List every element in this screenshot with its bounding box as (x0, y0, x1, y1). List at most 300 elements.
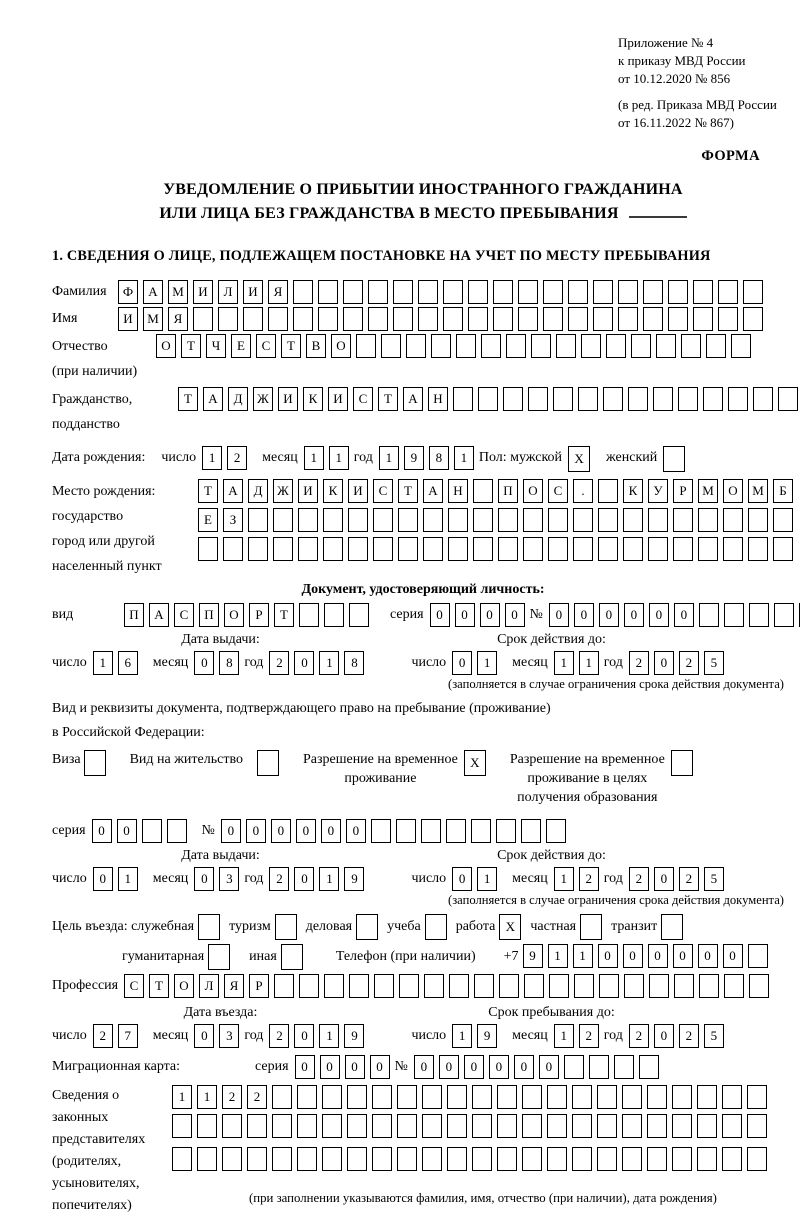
surname-cell[interactable] (718, 280, 738, 304)
birthplace-cell[interactable] (673, 537, 693, 561)
birthplace-cell[interactable]: Ж (273, 479, 293, 503)
birthplace-cell[interactable]: З (223, 508, 243, 532)
doc2-number-cell[interactable] (471, 819, 491, 843)
representative-cell[interactable] (372, 1147, 392, 1171)
representative-cell[interactable]: 1 (197, 1085, 217, 1109)
citizenship-cell[interactable]: Д (228, 387, 248, 411)
representative-cell[interactable] (697, 1085, 717, 1109)
surname-cell[interactable] (618, 280, 638, 304)
date-cell[interactable]: 2 (269, 651, 289, 675)
representative-cell[interactable] (297, 1085, 317, 1109)
birthplace-cell[interactable] (648, 537, 668, 561)
date-cell[interactable]: 5 (704, 651, 724, 675)
purpose-tourism-checkbox[interactable] (275, 914, 297, 940)
doc-number-cell[interactable] (699, 603, 719, 627)
citizenship-cell[interactable]: К (303, 387, 323, 411)
representative-cell[interactable] (247, 1114, 267, 1138)
mc-number-cell[interactable]: 0 (514, 1055, 534, 1079)
birthplace-cell[interactable] (548, 537, 568, 561)
mc-number-cell[interactable]: 0 (464, 1055, 484, 1079)
phone-cell[interactable]: 0 (698, 944, 718, 968)
date-cell[interactable]: 2 (629, 1024, 649, 1048)
surname-cell[interactable] (343, 280, 363, 304)
representative-cell[interactable] (672, 1114, 692, 1138)
date-cell[interactable]: 2 (679, 1024, 699, 1048)
date-cell[interactable]: 8 (219, 651, 239, 675)
representative-cell[interactable] (697, 1114, 717, 1138)
date-cell[interactable]: 9 (477, 1024, 497, 1048)
representative-cell[interactable] (247, 1147, 267, 1171)
doc-number-cell[interactable] (724, 603, 744, 627)
representative-cell[interactable] (422, 1147, 442, 1171)
birthplace-cell[interactable] (223, 537, 243, 561)
doc-number-cell[interactable]: 0 (624, 603, 644, 627)
citizenship-cell[interactable] (578, 387, 598, 411)
profession-cell[interactable] (599, 974, 619, 998)
firstname-cell[interactable] (443, 307, 463, 331)
date-cell[interactable]: 6 (118, 651, 138, 675)
mc-series-cell[interactable]: 0 (295, 1055, 315, 1079)
mc-number-cell[interactable] (564, 1055, 584, 1079)
mc-series-cell[interactable]: 0 (345, 1055, 365, 1079)
patronymic-cell[interactable]: В (306, 334, 326, 358)
birthplace-cell[interactable] (498, 508, 518, 532)
phone-cell[interactable]: 0 (598, 944, 618, 968)
birthplace-cell[interactable] (623, 508, 643, 532)
birthplace-cell[interactable] (348, 508, 368, 532)
date-cell[interactable]: 9 (344, 1024, 364, 1048)
doc-number-cell[interactable]: 0 (549, 603, 569, 627)
birthplace-cell[interactable] (423, 508, 443, 532)
representative-cell[interactable] (347, 1114, 367, 1138)
doc-series-cell[interactable]: 0 (480, 603, 500, 627)
date-cell[interactable]: 0 (194, 651, 214, 675)
birthplace-cell[interactable] (248, 508, 268, 532)
profession-cell[interactable] (274, 974, 294, 998)
doc-number-cell[interactable] (749, 603, 769, 627)
doc-kind-cell[interactable] (324, 603, 344, 627)
birthplace-cell[interactable]: А (423, 479, 443, 503)
birthplace-cell[interactable] (673, 508, 693, 532)
representative-cell[interactable] (722, 1114, 742, 1138)
patronymic-cell[interactable] (581, 334, 601, 358)
representative-cell[interactable] (372, 1114, 392, 1138)
birth-year-cell[interactable]: 9 (404, 446, 424, 470)
profession-cell[interactable] (299, 974, 319, 998)
representative-cell[interactable] (572, 1114, 592, 1138)
date-cell[interactable]: 0 (452, 651, 472, 675)
birthplace-cell[interactable]: К (323, 479, 343, 503)
date-cell[interactable]: 0 (294, 1024, 314, 1048)
doc2-number-cell[interactable] (546, 819, 566, 843)
doc2-number-cell[interactable]: 0 (296, 819, 316, 843)
birthplace-cell[interactable] (323, 537, 343, 561)
representative-cell[interactable] (397, 1114, 417, 1138)
birthplace-cell[interactable]: . (573, 479, 593, 503)
representative-cell[interactable] (447, 1147, 467, 1171)
doc2-series-cell[interactable] (142, 819, 162, 843)
doc-number-cell[interactable]: 0 (674, 603, 694, 627)
patronymic-cell[interactable] (656, 334, 676, 358)
profession-cell[interactable]: Р (249, 974, 269, 998)
date-cell[interactable]: 0 (294, 651, 314, 675)
birthplace-cell[interactable]: Е (198, 508, 218, 532)
birth-day-cell[interactable]: 2 (227, 446, 247, 470)
date-cell[interactable]: 0 (294, 867, 314, 891)
date-cell[interactable]: 5 (704, 867, 724, 891)
birthplace-cell[interactable] (598, 508, 618, 532)
profession-cell[interactable] (624, 974, 644, 998)
representative-cell[interactable] (297, 1114, 317, 1138)
representative-cell[interactable] (222, 1114, 242, 1138)
birthplace-cell[interactable] (598, 537, 618, 561)
birthplace-cell[interactable]: И (298, 479, 318, 503)
representative-cell[interactable] (547, 1147, 567, 1171)
doc-number-cell[interactable]: 0 (574, 603, 594, 627)
patronymic-cell[interactable]: О (156, 334, 176, 358)
birthplace-cell[interactable] (523, 537, 543, 561)
date-cell[interactable]: 5 (704, 1024, 724, 1048)
profession-cell[interactable]: Л (199, 974, 219, 998)
representative-cell[interactable] (622, 1085, 642, 1109)
representative-cell[interactable] (647, 1085, 667, 1109)
birthplace-cell[interactable] (448, 508, 468, 532)
date-cell[interactable]: 2 (579, 867, 599, 891)
birth-year-cell[interactable]: 1 (454, 446, 474, 470)
citizenship-cell[interactable] (603, 387, 623, 411)
birthplace-cell[interactable] (298, 508, 318, 532)
patronymic-cell[interactable] (431, 334, 451, 358)
doc-number-cell[interactable]: 0 (599, 603, 619, 627)
representative-cell[interactable] (347, 1147, 367, 1171)
doc-kind-cell[interactable]: П (199, 603, 219, 627)
mc-number-cell[interactable] (589, 1055, 609, 1079)
profession-cell[interactable] (724, 974, 744, 998)
birthplace-cell[interactable] (723, 537, 743, 561)
patronymic-cell[interactable] (731, 334, 751, 358)
birthplace-cell[interactable] (198, 537, 218, 561)
firstname-cell[interactable] (568, 307, 588, 331)
representative-cell[interactable] (597, 1085, 617, 1109)
doc2-number-cell[interactable] (371, 819, 391, 843)
birthplace-cell[interactable] (548, 508, 568, 532)
birthplace-cell[interactable] (698, 537, 718, 561)
patronymic-cell[interactable]: Е (231, 334, 251, 358)
birthplace-cell[interactable] (748, 508, 768, 532)
patronymic-cell[interactable] (506, 334, 526, 358)
mc-number-cell[interactable] (639, 1055, 659, 1079)
birthplace-cell[interactable] (473, 479, 493, 503)
mc-number-cell[interactable]: 0 (439, 1055, 459, 1079)
birthplace-cell[interactable] (598, 479, 618, 503)
birth-month-cell[interactable]: 1 (329, 446, 349, 470)
representative-cell[interactable] (672, 1147, 692, 1171)
birthplace-cell[interactable] (373, 537, 393, 561)
representative-cell[interactable] (472, 1085, 492, 1109)
doc-series-cell[interactable]: 0 (455, 603, 475, 627)
residence-permit-checkbox[interactable] (257, 750, 279, 776)
representative-cell[interactable] (497, 1085, 517, 1109)
purpose-humanitarian-checkbox[interactable] (208, 944, 230, 970)
doc2-number-cell[interactable] (446, 819, 466, 843)
profession-cell[interactable] (474, 974, 494, 998)
date-cell[interactable]: 3 (219, 867, 239, 891)
patronymic-cell[interactable] (556, 334, 576, 358)
doc-series-cell[interactable]: 0 (430, 603, 450, 627)
citizenship-cell[interactable] (653, 387, 673, 411)
birthplace-cell[interactable]: И (348, 479, 368, 503)
date-cell[interactable]: 8 (344, 651, 364, 675)
phone-cell[interactable]: 0 (648, 944, 668, 968)
birthplace-cell[interactable]: С (373, 479, 393, 503)
date-cell[interactable]: 9 (344, 867, 364, 891)
profession-cell[interactable] (349, 974, 369, 998)
representative-cell[interactable] (422, 1114, 442, 1138)
firstname-cell[interactable] (468, 307, 488, 331)
patronymic-cell[interactable] (481, 334, 501, 358)
patronymic-cell[interactable]: О (331, 334, 351, 358)
birth-month-cell[interactable]: 1 (304, 446, 324, 470)
representative-cell[interactable] (197, 1147, 217, 1171)
patronymic-cell[interactable]: Ч (206, 334, 226, 358)
representative-cell[interactable] (597, 1114, 617, 1138)
doc2-series-cell[interactable]: 0 (92, 819, 112, 843)
doc-kind-cell[interactable]: О (224, 603, 244, 627)
doc-kind-cell[interactable]: Р (249, 603, 269, 627)
date-cell[interactable]: 1 (118, 867, 138, 891)
citizenship-cell[interactable]: А (203, 387, 223, 411)
representative-cell[interactable] (497, 1114, 517, 1138)
representative-cell[interactable]: 1 (172, 1085, 192, 1109)
date-cell[interactable]: 2 (269, 1024, 289, 1048)
date-cell[interactable]: 1 (554, 651, 574, 675)
representative-cell[interactable] (472, 1147, 492, 1171)
birthplace-cell[interactable] (648, 508, 668, 532)
doc2-number-cell[interactable]: 0 (271, 819, 291, 843)
birthplace-cell[interactable] (448, 537, 468, 561)
representative-cell[interactable] (522, 1114, 542, 1138)
birthplace-cell[interactable]: Д (248, 479, 268, 503)
citizenship-cell[interactable]: Т (178, 387, 198, 411)
doc-kind-cell[interactable]: А (149, 603, 169, 627)
patronymic-cell[interactable]: Т (281, 334, 301, 358)
phone-cell[interactable] (748, 944, 768, 968)
date-cell[interactable]: 0 (654, 651, 674, 675)
patronymic-cell[interactable] (681, 334, 701, 358)
date-cell[interactable]: 0 (194, 1024, 214, 1048)
representative-cell[interactable] (322, 1085, 342, 1109)
birthplace-cell[interactable]: К (623, 479, 643, 503)
birthplace-cell[interactable] (273, 537, 293, 561)
birthplace-cell[interactable] (723, 508, 743, 532)
birthplace-cell[interactable]: Р (673, 479, 693, 503)
doc-kind-cell[interactable] (299, 603, 319, 627)
doc2-number-cell[interactable] (421, 819, 441, 843)
citizenship-cell[interactable]: И (328, 387, 348, 411)
doc-kind-cell[interactable] (349, 603, 369, 627)
surname-cell[interactable] (418, 280, 438, 304)
profession-cell[interactable]: Т (149, 974, 169, 998)
surname-cell[interactable]: А (143, 280, 163, 304)
firstname-cell[interactable] (418, 307, 438, 331)
doc-series-cell[interactable]: 0 (505, 603, 525, 627)
citizenship-cell[interactable] (728, 387, 748, 411)
date-cell[interactable]: 0 (194, 867, 214, 891)
phone-cell[interactable]: 9 (523, 944, 543, 968)
date-cell[interactable]: 7 (118, 1024, 138, 1048)
representative-cell[interactable] (622, 1147, 642, 1171)
birthplace-cell[interactable] (498, 537, 518, 561)
phone-cell[interactable]: 0 (723, 944, 743, 968)
representative-cell[interactable] (397, 1147, 417, 1171)
surname-cell[interactable]: И (243, 280, 263, 304)
birthplace-cell[interactable] (423, 537, 443, 561)
surname-cell[interactable] (368, 280, 388, 304)
citizenship-cell[interactable] (528, 387, 548, 411)
representative-cell[interactable] (622, 1114, 642, 1138)
citizenship-cell[interactable]: А (403, 387, 423, 411)
profession-cell[interactable] (324, 974, 344, 998)
representative-cell[interactable] (422, 1085, 442, 1109)
firstname-cell[interactable] (393, 307, 413, 331)
citizenship-cell[interactable] (503, 387, 523, 411)
birthplace-cell[interactable]: О (723, 479, 743, 503)
birthplace-cell[interactable] (773, 537, 793, 561)
profession-cell[interactable] (399, 974, 419, 998)
profession-cell[interactable] (424, 974, 444, 998)
firstname-cell[interactable] (368, 307, 388, 331)
birthplace-cell[interactable]: А (223, 479, 243, 503)
patronymic-cell[interactable] (456, 334, 476, 358)
firstname-cell[interactable] (218, 307, 238, 331)
profession-cell[interactable] (674, 974, 694, 998)
surname-cell[interactable]: Л (218, 280, 238, 304)
surname-cell[interactable]: Я (268, 280, 288, 304)
doc-number-cell[interactable] (774, 603, 794, 627)
date-cell[interactable]: 0 (654, 867, 674, 891)
birthplace-cell[interactable] (473, 537, 493, 561)
purpose-official-checkbox[interactable] (198, 914, 220, 940)
surname-cell[interactable] (543, 280, 563, 304)
doc2-number-cell[interactable]: 0 (321, 819, 341, 843)
citizenship-cell[interactable]: Т (378, 387, 398, 411)
purpose-work-checkbox[interactable]: X (499, 914, 521, 940)
citizenship-cell[interactable]: Н (428, 387, 448, 411)
representative-cell[interactable] (747, 1147, 767, 1171)
firstname-cell[interactable] (718, 307, 738, 331)
date-cell[interactable]: 1 (554, 867, 574, 891)
birthplace-cell[interactable] (523, 508, 543, 532)
doc-number-cell[interactable]: 0 (649, 603, 669, 627)
representative-cell[interactable] (447, 1085, 467, 1109)
surname-cell[interactable] (293, 280, 313, 304)
date-cell[interactable]: 0 (93, 867, 113, 891)
doc2-series-cell[interactable] (167, 819, 187, 843)
birthplace-cell[interactable] (573, 537, 593, 561)
representative-cell[interactable] (172, 1114, 192, 1138)
representative-cell[interactable] (322, 1147, 342, 1171)
patronymic-cell[interactable] (706, 334, 726, 358)
doc-kind-cell[interactable]: Т (274, 603, 294, 627)
surname-cell[interactable] (393, 280, 413, 304)
firstname-cell[interactable] (668, 307, 688, 331)
surname-cell[interactable] (593, 280, 613, 304)
date-cell[interactable]: 1 (93, 651, 113, 675)
birthplace-cell[interactable]: У (648, 479, 668, 503)
citizenship-cell[interactable] (678, 387, 698, 411)
firstname-cell[interactable] (343, 307, 363, 331)
representative-cell[interactable] (222, 1147, 242, 1171)
date-cell[interactable]: 2 (679, 651, 699, 675)
birthplace-cell[interactable] (273, 508, 293, 532)
firstname-cell[interactable] (643, 307, 663, 331)
doc2-number-cell[interactable]: 0 (346, 819, 366, 843)
firstname-cell[interactable] (318, 307, 338, 331)
date-cell[interactable]: 2 (679, 867, 699, 891)
phone-cell[interactable]: 1 (573, 944, 593, 968)
representative-cell[interactable] (722, 1147, 742, 1171)
representative-cell[interactable] (647, 1114, 667, 1138)
birthplace-cell[interactable] (298, 537, 318, 561)
representative-cell[interactable] (372, 1085, 392, 1109)
citizenship-cell[interactable] (778, 387, 798, 411)
birthplace-cell[interactable] (348, 537, 368, 561)
date-cell[interactable]: 1 (452, 1024, 472, 1048)
purpose-other-checkbox[interactable] (281, 944, 303, 970)
birthplace-cell[interactable]: М (748, 479, 768, 503)
firstname-cell[interactable]: Я (168, 307, 188, 331)
representative-cell[interactable] (747, 1114, 767, 1138)
patronymic-cell[interactable] (531, 334, 551, 358)
date-cell[interactable]: 2 (579, 1024, 599, 1048)
patronymic-cell[interactable] (381, 334, 401, 358)
firstname-cell[interactable] (268, 307, 288, 331)
patronymic-cell[interactable] (631, 334, 651, 358)
representative-cell[interactable]: 2 (222, 1085, 242, 1109)
firstname-cell[interactable] (193, 307, 213, 331)
citizenship-cell[interactable]: Ж (253, 387, 273, 411)
doc2-number-cell[interactable] (396, 819, 416, 843)
phone-cell[interactable]: 1 (548, 944, 568, 968)
representative-cell[interactable] (297, 1147, 317, 1171)
profession-cell[interactable] (449, 974, 469, 998)
visa-checkbox[interactable] (84, 750, 106, 776)
profession-cell[interactable]: С (124, 974, 144, 998)
temp-residence-edu-checkbox[interactable] (671, 750, 693, 776)
doc2-series-cell[interactable]: 0 (117, 819, 137, 843)
surname-cell[interactable] (318, 280, 338, 304)
firstname-cell[interactable] (593, 307, 613, 331)
firstname-cell[interactable] (293, 307, 313, 331)
birthplace-cell[interactable] (398, 537, 418, 561)
representative-cell[interactable] (397, 1085, 417, 1109)
doc-kind-cell[interactable]: П (124, 603, 144, 627)
representative-cell[interactable] (547, 1114, 567, 1138)
patronymic-cell[interactable] (606, 334, 626, 358)
temp-residence-checkbox[interactable]: X (464, 750, 486, 776)
sex-male-checkbox[interactable]: X (568, 446, 590, 472)
birthplace-cell[interactable]: М (698, 479, 718, 503)
surname-cell[interactable]: М (168, 280, 188, 304)
date-cell[interactable]: 0 (654, 1024, 674, 1048)
birthplace-cell[interactable] (373, 508, 393, 532)
surname-cell[interactable] (693, 280, 713, 304)
surname-cell[interactable]: И (193, 280, 213, 304)
mc-number-cell[interactable]: 0 (489, 1055, 509, 1079)
firstname-cell[interactable] (493, 307, 513, 331)
doc2-number-cell[interactable]: 0 (221, 819, 241, 843)
purpose-private-checkbox[interactable] (580, 914, 602, 940)
